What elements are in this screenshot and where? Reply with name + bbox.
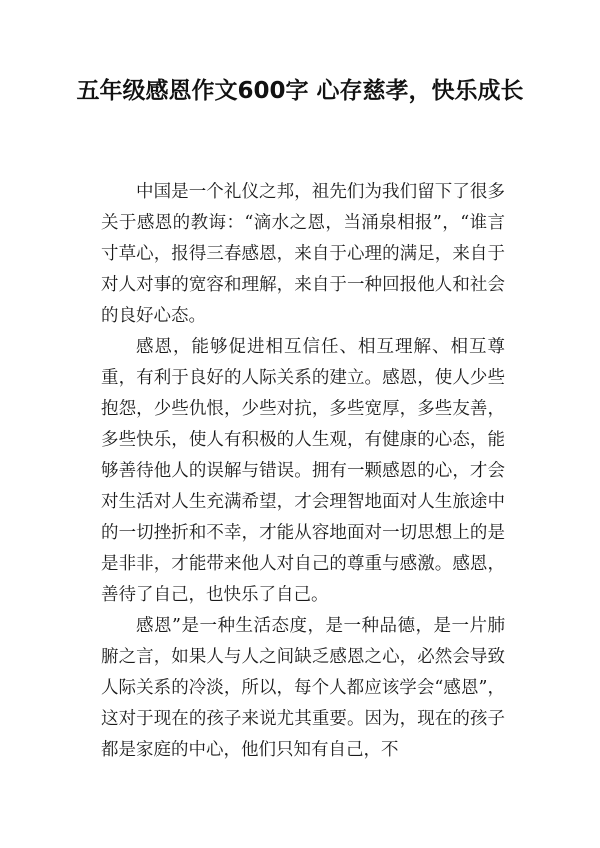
paragraph-3: 感恩”是一种生活态度，是一种品德，是一片肺腑之言，如果人与人之间缺乏感恩之心，必然会导致人际关系的冷淡，所以，每个人都应该学会“感恩”，这对于现在的孩子来说尤其重要。因为，现在的孩子都是家庭的中心，他们只知有自己，不 — [101, 616, 505, 760]
document-title: 五年级感恩作文600字 心存慈孝，快乐成长 — [76, 78, 524, 104]
paragraph-1: 中国是一个礼仪之邦，祖先们为我们留下了很多关于感恩的教诲：“滴水之恩，当涌泉相报”，“谁言寸草心，报得三春感恩，来自于心理的满足，来自于对人对事的宽容和理解，来自于一种回报他人和社会的良好心态。 — [101, 182, 505, 326]
document-body — [101, 177, 505, 766]
paragraph-2: 感恩，能够促进相互信任、相互理解、相互尊重，有利于良好的人际关系的建立。感恩，使人少些抱怨，少些仇恨，少些对抗，多些宽厚，多些友善，多些快乐，使人有积极的人生观，有健康的心态，能够善待他人的误解与错误。拥有一颗感恩的心，才会对生活对人生充满希望，才会理智地面对人生旅途中的一切挫折和不幸，才能从容地面对一切思想上的是是非非，才能带来他人对自己的尊重与感激。感恩，善待了自己，也快乐了自己。 — [101, 337, 505, 605]
